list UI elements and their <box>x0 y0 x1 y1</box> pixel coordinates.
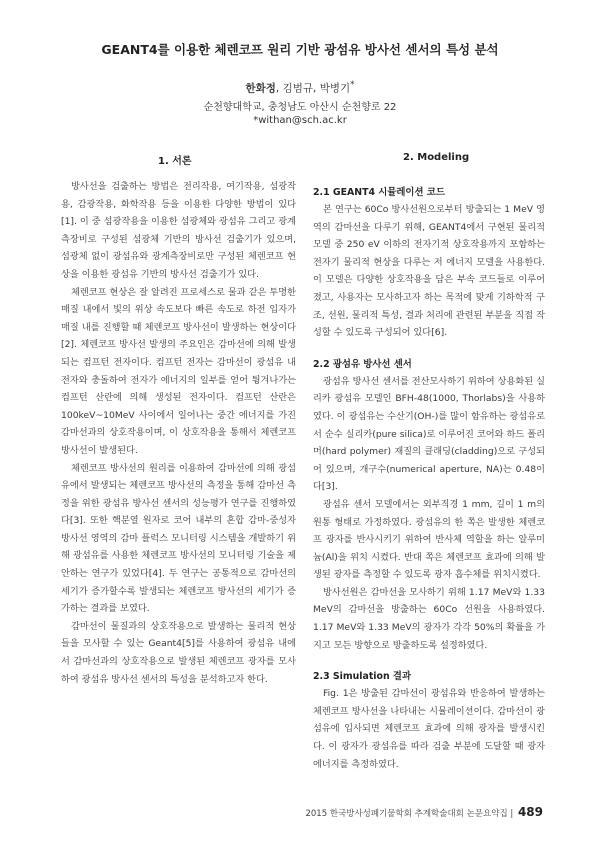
corresponding-mark: * <box>350 80 355 90</box>
page-footer <box>305 805 543 819</box>
footer-separator: | <box>510 809 514 819</box>
modeling-heading: 2. Modeling <box>403 152 470 163</box>
subsection-2-2-title: 2.2 광섬유 방사선 센서 <box>313 358 412 370</box>
author-line <box>0 80 600 96</box>
subsection-2-3-title: 2.3 Simulation 결과 <box>313 671 412 683</box>
intro-heading: 1. 서론 <box>158 156 192 167</box>
intro-paragraph-1: 방사선을 검출하는 방법은 전리작용, 여기작용, 섬광작용, 감광작용, 화학작용 등을 이용한 다양한 방법이 있다[1]. 이 중 섬광작용을 이용한 섬광체와 광섬유 그리고 광계측장비로 구성된 섬광체 기반의 방사선 검출기가 있으며, 섬광체 없이 광섬유와 광계측장비로만 구성된 체렌코프 현상을 이용한 광섬유 기반의 방사선 검출기가 있다. <box>61 181 296 280</box>
intro-paragraph-3: 체렌코프 방사선의 원리를 이용하여 감마선에 의해 광섬유에서 발생되는 체렌코프 방사선의 측정을 통해 감마선 측정을 위한 광섬유 방사선 센서의 성능평가 연구를 진행하였다[3]. 또한 핵분열 원자로 코어 내부의 혼합 감마-중성자 방사선 영역의 감마 플럭스 모니터링 시스템을 개발하기 위해 광섬유를 사용한 체렌코프 방사선의 모니터링 기술을 제안하는 연구가 있었다[4]. 두 연구는 공통적으로 감마선의 세기가 증가할수록 발생되는 체렌코프 방사선의 세기가 증가하는 결과를 보였다. <box>61 462 296 615</box>
email: *withan@sch.ac.kr <box>253 115 347 126</box>
subsection-2-2-paragraph-1: 광섬유 방사선 센서를 전산모사하기 위하여 상용화된 실리카 광섬유 모델인 BFH-48(1000, Thorlabs)을 사용하였다. 이 광섬유는 수산기(OH-)를 많이 함유하는 광섬유로서 순수 실리카(pure silica)로 이루어진 코어와 하드 폴리머(hard polymer) 재질의 클래딩(cladding)으로 구성되어 있으며, 개구수(numerical aperture, NA)는 0.48이다[3]. <box>313 375 545 493</box>
footer-conference: 2015 한국방사성폐기물학회 추계학술대회 논문요약집 <box>305 809 508 819</box>
subsection-2-1-paragraph-1: 본 연구는 60Co 방사선원으로부터 방출되는 1 MeV 영역의 감마선을 다루기 위해, GEANT4에서 구현된 물리적 모델 중 250 eV 이하의 전자기적 상호작용까지 포함하는 전자기 물리적 현상을 다루는 저 에너지 모델을 사용한다. 이 모델은 다양한 상호작용을 담은 부속 코드들로 이루어졌고, 사용자는 모사하고자 하는 목적에 맞게 기하학적 구조, 선원, 물리적 특성, 결과 처리에 관련된 부분을 직접 작성할 수 있도록 구성되어 있다[6]. <box>313 204 545 339</box>
paper-title: GEANT4를 이용한 체렌코프 원리 기반 광섬유 방사선 센서의 특성 분석 <box>101 42 499 57</box>
affiliation: 순천향대학교, 충청남도 아산시 순천향로 22 <box>203 102 397 113</box>
co-authors: , 김범규, 박병기 <box>275 82 351 95</box>
right-column <box>313 184 545 773</box>
intro-paragraph-4: 감마선이 물질과의 상호작용으로 발생하는 물리적 현상들을 모사할 수 있는 Geant4[5]를 사용하여 광섬유 내에서 감마선과의 상호작용으로 발생된 체렌코프 광자를 모사하여 광섬유 방사선 센서의 특성을 분석하고자 한다. <box>61 620 296 685</box>
main-author: 한화정 <box>245 82 276 95</box>
page-number: 489 <box>517 805 543 819</box>
subsection-2-3-paragraph-1: Fig. 1은 방출된 감마선이 광섬유와 반응하여 발생하는 체렌코프 방사선을 나타내는 시뮬레이션이다. 감마선이 광섬유에 입사되면 체렌코프 효과에 의해 광자를 발생시킨다. 이 광자가 광섬유를 따라 검출 부분에 도달할 때 광자 에너지를 측정하였다. <box>313 688 545 770</box>
subsection-2-2-paragraph-2: 광섬유 센서 모델에서는 외부직경 1 mm, 길이 1 m의 원통 형태로 가정하였다. 광섬유의 한 쪽은 발생한 체렌코프 광자를 반사시키기 위하여 반사체 역할을 하는 알루미늄(Al)을 위치 시켰다. 반대 쪽은 체렌코프 효과에 의해 발생된 광자를 측정할 수 있도록 광자 흡수체를 위치시켰다. <box>313 498 545 581</box>
intro-paragraph-2: 체렌코프 현상은 잘 알려진 프로세스로 물과 같은 투명한 매질 내에서 빛의 위상 속도보다 빠른 속도로 하전 입자가 매질 내를 진행할 때 체렌코프 방사선이 발생하는 현상이다[2]. 체렌코프 방사선 발생의 주요인은 감마선에 의해 발생되는 컴프턴 전자이다. 컴프턴 전자는 감마선이 광섬유 내 전자와 충돌하여 전자가 에너지의 일부를 얻어 튕겨나가는 컴프턴 산란에 의해 생성된 전자이다. 컴프턴 산란은 100keV~10MeV 사이에서 일어나는 중간 에너지를 가진 감마선과의 상호작용이며, 이 상호작용을 통해서 체렌코프 방사선이 발생된다. <box>61 286 296 456</box>
left-column <box>61 178 296 688</box>
subsection-2-2-paragraph-3: 방사선원은 감마선을 모사하기 위해 1.17 MeV와 1.33 MeV의 감마선을 방출하는 60Co 선원을 사용하였다. 1.17 MeV와 1.33 MeV의 광자가 각각 50%의 확률을 가지고 모든 방향으로 방출하도록 설정하였다. <box>313 586 545 651</box>
subsection-2-1-title: 2.1 GEANT4 시뮬레이션 코드 <box>313 187 445 198</box>
